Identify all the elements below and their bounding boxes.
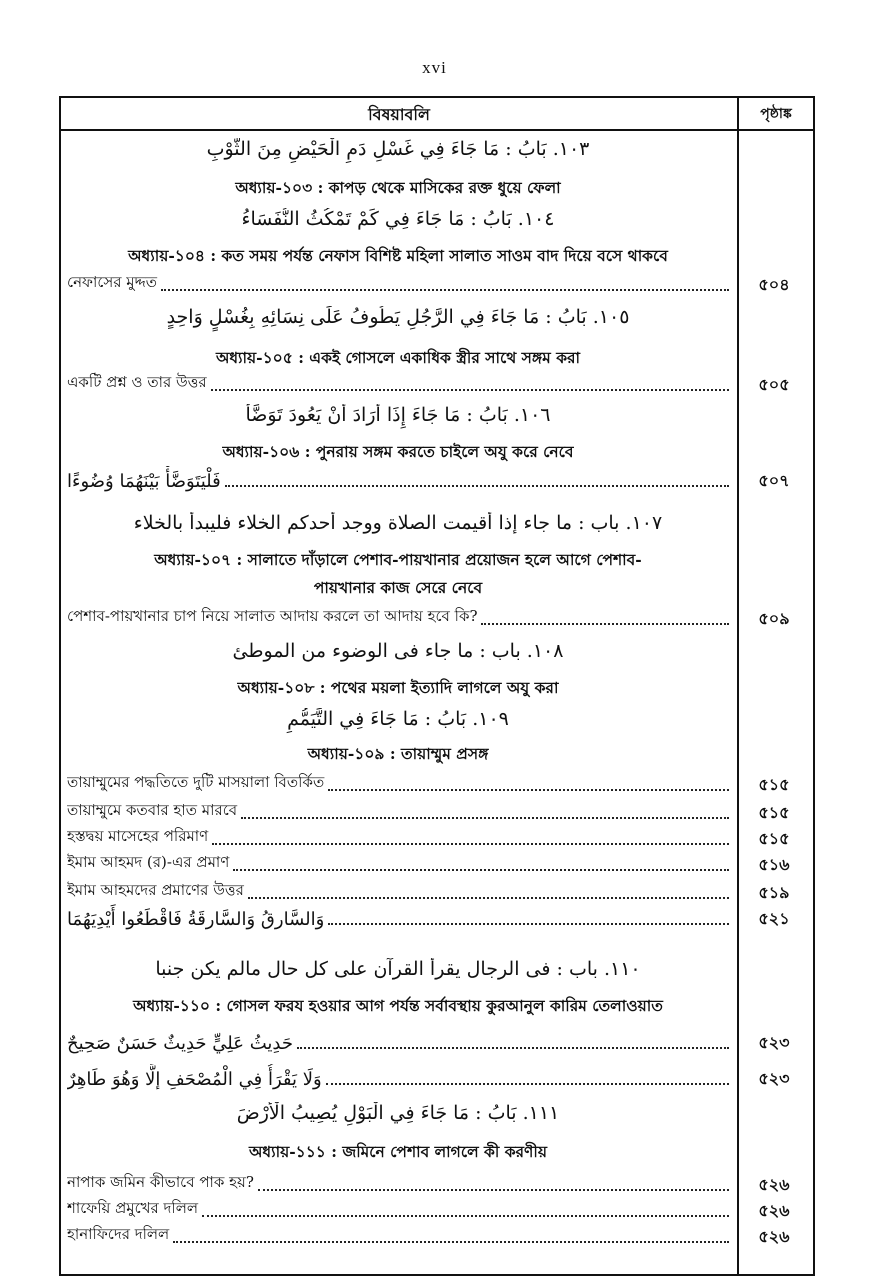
entry-page-number: ৫২৬ [758,1227,790,1246]
entry-text: ইমাম আহমদের প্রমাণের উত্তর [67,881,244,899]
entry-page-number: ৫২৬ [758,1201,790,1220]
arabic-chapter-title: ١٠٩. بَابُ : مَا جَاءَ فِي التَّيَمُّمِ [287,708,509,730]
dot-leader [202,1214,729,1217]
contents-entry [67,878,729,904]
contents-entry [67,1170,729,1196]
bengali-chapter-title: অধ্যায়-১০৭ : সালাতে দাঁড়ালে পেশাব-পায়খানার প্রয়োজন হলে আগে পেশাব- [154,550,642,569]
bengali-chapter-title: অধ্যায়-১০৬ : পুনরায় সঙ্গম করতে চাইলে অযু করে নেবে [222,442,574,461]
contents-entry [67,270,729,296]
dot-leader [233,868,729,871]
dot-leader [297,1046,729,1049]
dot-leader [173,1240,729,1243]
entry-text: حَدِيثُ عَلِيٍّ حَدِيثٌ حَسَنٌ صَحِيحٌ [67,1033,293,1054]
entry-page-number: ৫২৩ [758,1033,790,1052]
bengali-chapter-title: অধ্যায়-১০৯ : তায়াম্মুম প্রসঙ্গ [307,744,489,763]
arabic-chapter-title: ١٠٤. بَابُ : مَا جَاءَ فِي كَمْ تَمْكُثُ النُّفَسَاءُ [241,208,555,230]
entry-text: فَلْيَتَوَضَّأْ بَيْنَهُمَا وُضُوءًا [67,471,221,492]
bengali-chapter-title: পায়খানার কাজ সেরে নেবে [313,578,483,597]
page-number: xvi [422,58,447,77]
dot-leader [328,922,729,925]
bengali-chapter-title: অধ্যায়-১০৫ : একই গোসলে একাধিক স্ত্রীর সাথে সঙ্গম করা [215,348,581,367]
entry-text: হানাফিদের দলিল [67,1225,170,1243]
entry-page-number: ৫২৩ [758,1069,790,1088]
contents-entry [67,466,729,492]
contents-entry [67,1196,729,1222]
bengali-chapter-title: অধ্যায়-১০৩ : কাপড় থেকে মাসিকের রক্ত ধুয়ে ফেলা [235,178,561,197]
entry-text: একটি প্রশ্ন ও তার উত্তর [67,373,207,391]
dot-leader [258,1188,729,1191]
entry-text: ইমাম আহমদ (র)-এর প্রমাণ [67,853,230,871]
entry-text: وَالسَّارِقُ وَالسَّارِقَةُ فَاقْطَعُوا أَيْدِيَهُمَا [67,909,325,930]
dot-leader [225,484,729,487]
arabic-chapter-title: ١٠٨. باب : ما جاء فى الوضوء من الموطئ [232,640,564,662]
dot-leader [241,816,729,819]
bengali-chapter-title: অধ্যায়-১০৮ : পথের ময়লা ইত্যাদি লাগলে অযু করা [237,678,559,697]
dot-leader [211,388,729,391]
entry-text: নাপাক জমিন কীভাবে পাক হয়? [67,1173,254,1191]
arabic-chapter-title: ١٠٥. بَابُ : مَا جَاءَ فِي الرَّجُلِ يَطُوفُ عَلَى نِسَائِهِ بِغُسْلٍ وَاحِدٍ [166,306,630,328]
entry-text: وَلَا يَقْرَأُ فِي الْمُصْحَفِ إِلَّا وَهُوَ طَاهِرٌ [67,1069,322,1090]
entry-text: পেশাব-পায়খানার চাপ নিয়ে সালাত আদায় করলে তা আদায় হবে কি? [67,607,478,625]
entry-page-number: ৫১৬ [758,855,790,874]
entry-text: হস্তদ্বয় মাসেহের পরিমাণ [67,827,209,845]
entry-page-number: ৫০৯ [758,609,790,628]
column-divider [737,98,739,1274]
dot-leader [161,288,729,291]
contents-entry [67,1064,729,1090]
subject-column-header: বিষয়াবলি [368,105,430,124]
bengali-chapter-title: অধ্যায়-১১১ : জমিনে পেশাব লাগলে কী করণীয় [249,1142,547,1161]
contents-entry [67,770,729,796]
entry-page-number: ৫০৪ [758,275,790,294]
entry-text: নেফাসের মুদ্দত [67,273,157,291]
entry-text: তায়াম্মুমের পদ্ধতিতে দুটি মাসয়ালা বিতর্কিত [67,773,325,791]
entry-text: তায়াম্মুমে কতবার হাত মারবে [67,801,238,819]
entry-page-number: ৫১৯ [758,883,790,902]
entry-page-number: ৫২৬ [758,1175,790,1194]
dot-leader [481,622,729,625]
contents-table [59,96,815,1276]
page-column-header: পৃষ্ঠাঙ্ক [760,106,792,122]
contents-entry [67,850,729,876]
entry-text: শাফেয়ি প্রমুখের দলিল [67,1199,199,1217]
header-rule [61,129,813,131]
dot-leader [248,896,729,899]
entry-page-number: ৫০৭ [758,471,790,490]
dot-leader [212,842,729,845]
entry-page-number: ৫১৫ [758,829,790,848]
contents-entry [67,1222,729,1248]
dot-leader [326,1082,729,1085]
arabic-chapter-title: ١٠٧. باب : ما جاء إذا أقيمت الصلاة ووجد أحدكم الخلاء فليبدأ بالخلاء [133,512,663,534]
entry-page-number: ৫১৫ [758,775,790,794]
entry-page-number: ৫২১ [758,909,790,928]
entry-page-number: ৫১৫ [758,803,790,822]
arabic-chapter-title: ١٠٣. بَابُ : مَا جَاءَ فِي غَسْلِ دَمِ الْحَيْضِ مِنَ الثَّوْبِ [206,138,590,160]
contents-entry [67,798,729,824]
bengali-chapter-title: অধ্যায়-১০৪ : কত সময় পর্যন্ত নেফাস বিশিষ্ট মহিলা সালাত সাওম বাদ দিয়ে বসে থাকবে [128,246,668,265]
bengali-chapter-title: অধ্যায়-১১০ : গোসল ফরয হওয়ার আগ পর্যন্ত সর্বাবস্থায় কুরআনুল কারিম তেলাওয়াত [133,996,663,1015]
contents-entry [67,1028,729,1054]
arabic-chapter-title: ١١٠. باب : فى الرجال يقرأ القرآن على كل حال مالم يكن جنبا [155,958,641,980]
contents-entry [67,904,729,930]
dot-leader [328,788,729,791]
arabic-chapter-title: ١٠٦. بَابُ : مَا جَاءَ إِذَا أَرَادَ أَنْ يَعُودَ تَوَضَّأَ [245,404,551,426]
contents-entry [67,824,729,850]
entry-page-number: ৫০৫ [758,375,790,394]
contents-entry [67,604,729,630]
arabic-chapter-title: ١١١. بَابُ : مَا جَاءَ فِي الْبَوْلِ يُصِيبُ الْأَرْضَ [236,1102,560,1124]
contents-entry [67,370,729,396]
